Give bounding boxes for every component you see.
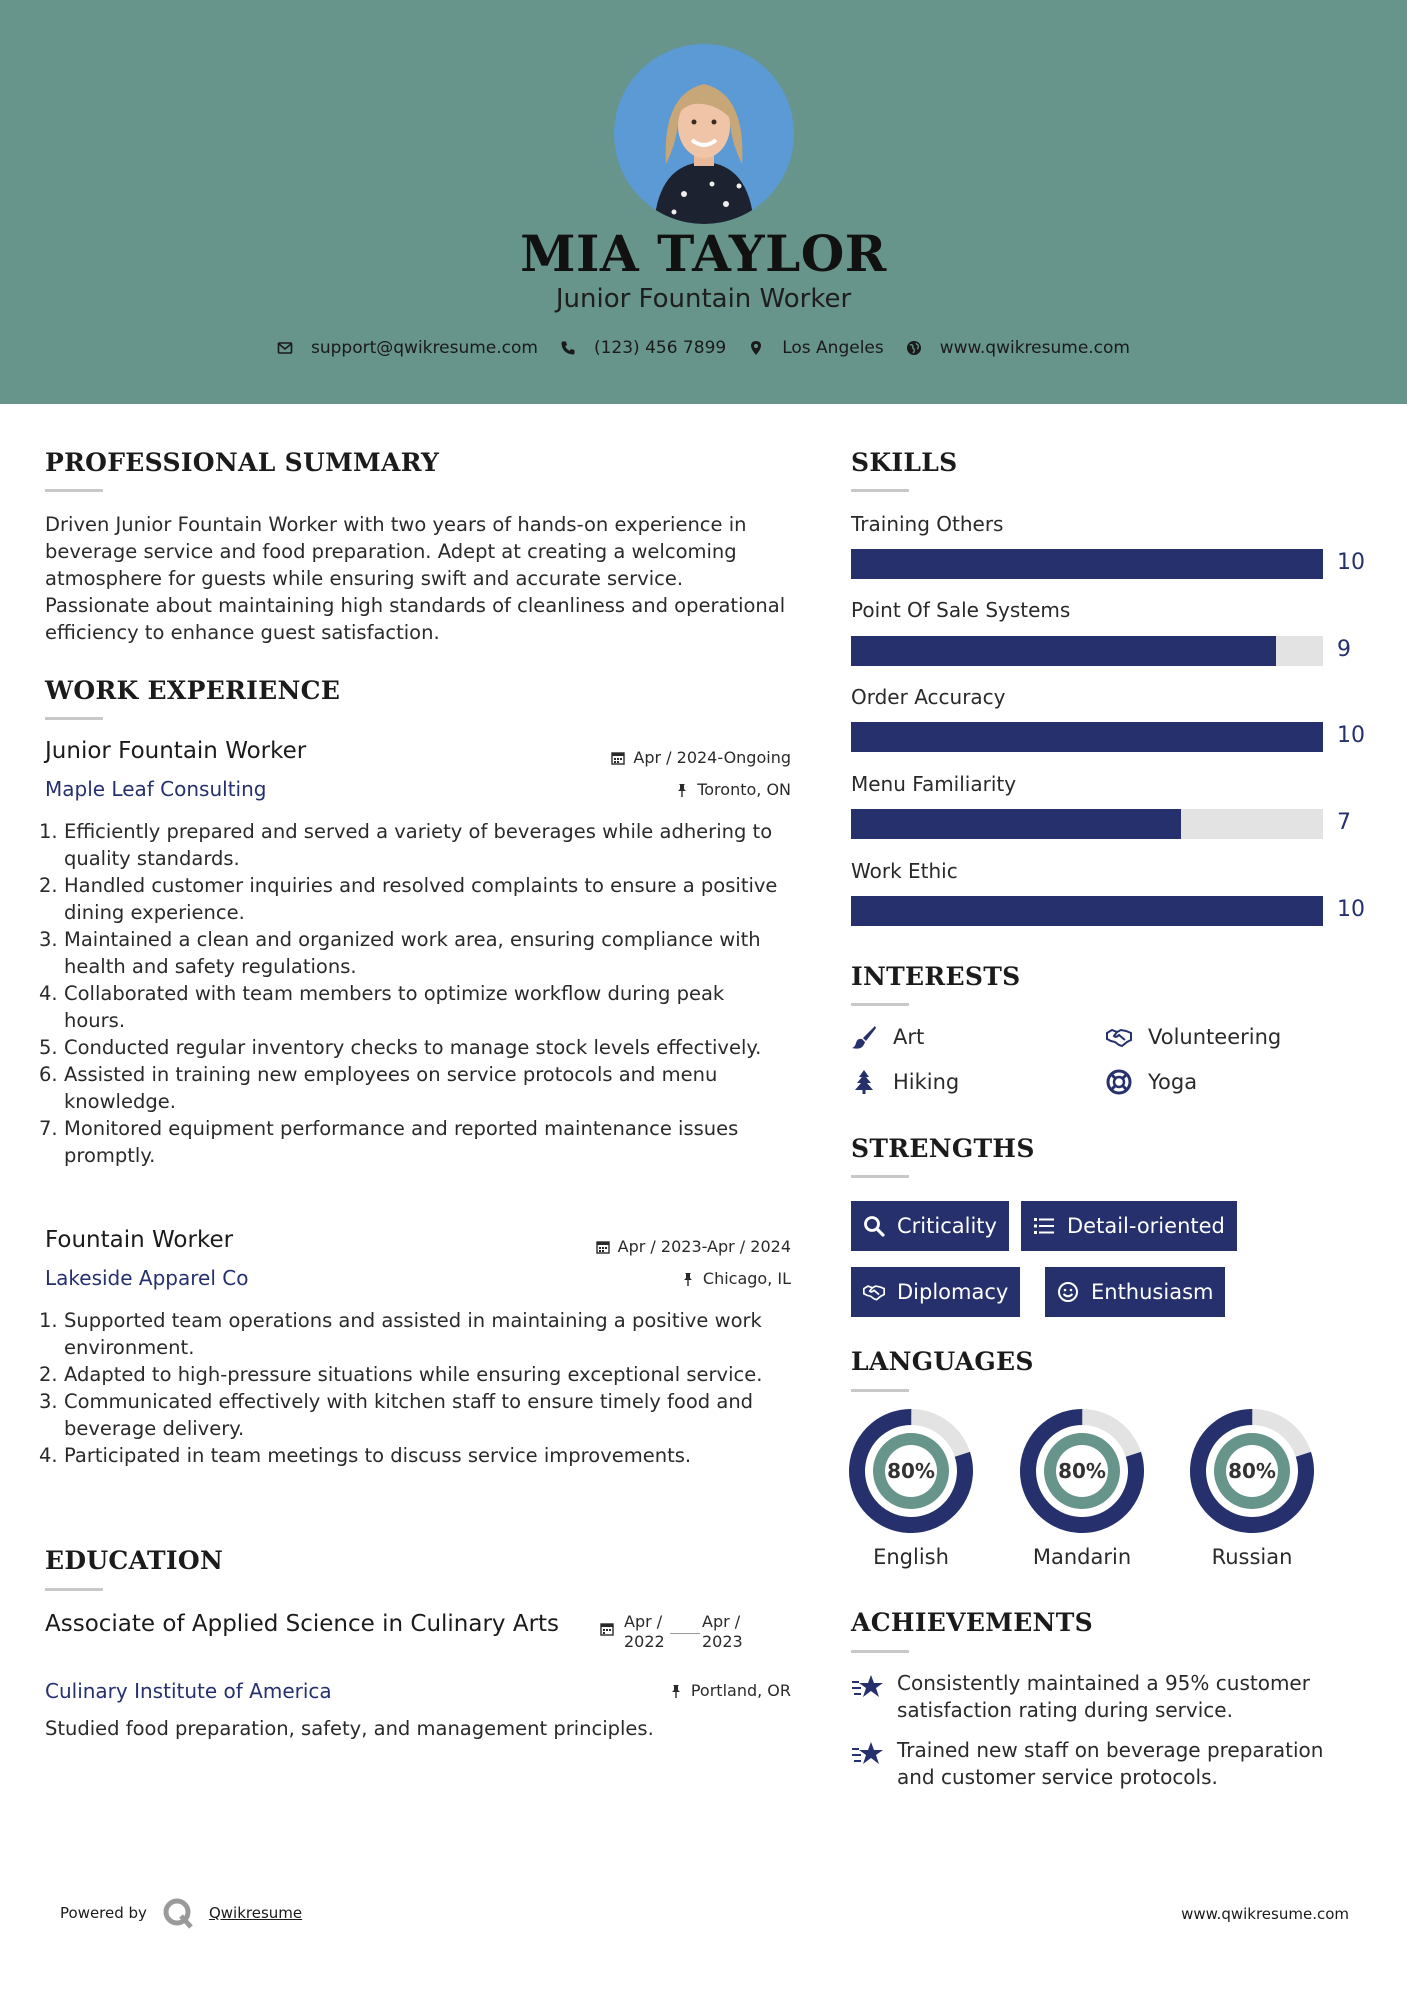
education-end: Apr / 2023 bbox=[702, 1612, 743, 1651]
phone-text: (123) 456 7899 bbox=[593, 338, 727, 358]
job-title: Junior Fountain Worker bbox=[45, 738, 307, 764]
list-item: 6. Assisted in training new employees on service protocols and menu knowledge. bbox=[39, 1063, 718, 1113]
skill-bar-fill bbox=[851, 809, 1181, 839]
language-item bbox=[1190, 1409, 1314, 1569]
skill-bar-fill bbox=[851, 549, 1323, 579]
education-dates bbox=[600, 1612, 756, 1652]
strength-tag: Criticality bbox=[851, 1201, 1009, 1251]
job-bullets bbox=[39, 818, 791, 1169]
email-text: support@qwikresume.com bbox=[311, 338, 538, 358]
list-item: 4. Participated in team meetings to discuss service improvements. bbox=[39, 1444, 692, 1467]
company-name[interactable]: Lakeside Apparel Co bbox=[45, 1266, 249, 1290]
skill-bar-fill bbox=[851, 722, 1323, 752]
phone-icon bbox=[560, 340, 576, 356]
footer-powered-by: Powered by Qwikresume bbox=[60, 1896, 302, 1930]
pushpin-icon bbox=[675, 783, 689, 797]
list-item: 1. Supported team operations and assisted in maintaining a positive work environment. bbox=[39, 1309, 762, 1359]
skill-bar-fill bbox=[851, 636, 1276, 666]
job-dates: Apr / 2023-Apr / 2024 bbox=[596, 1237, 791, 1256]
skill-level: 9 bbox=[1337, 637, 1351, 662]
job-bullets bbox=[39, 1307, 791, 1469]
achievement-item: Consistently maintained a 95% customer satisfaction rating during service. bbox=[851, 1670, 1351, 1724]
language-item bbox=[849, 1409, 973, 1569]
list-item: 3. Maintained a clean and organized work area, ensuring compliance with health and safety regulations. bbox=[39, 928, 761, 978]
language-name: English bbox=[873, 1545, 949, 1569]
skill-bar bbox=[851, 636, 1323, 666]
calendar-icon bbox=[611, 751, 625, 765]
language-percent: 80% bbox=[1228, 1459, 1276, 1483]
footer-website[interactable]: www.qwikresume.com bbox=[1181, 1905, 1349, 1923]
contact-location bbox=[748, 338, 884, 358]
calendar-icon bbox=[600, 1622, 614, 1636]
contact-website[interactable] bbox=[906, 338, 1130, 358]
strengths-heading: STRENGTHS bbox=[851, 1134, 1035, 1163]
job-location: Toronto, ON bbox=[675, 780, 791, 799]
skill-level: 10 bbox=[1337, 897, 1365, 922]
contact-bar bbox=[0, 338, 1407, 358]
skill-label: Order Accuracy bbox=[851, 685, 1006, 709]
pushpin-icon bbox=[669, 1684, 683, 1698]
skill-bar bbox=[851, 809, 1323, 839]
skills-heading: SKILLS bbox=[851, 448, 958, 477]
list-item: 4. Collaborated with team members to optimize workflow during peak hours. bbox=[39, 982, 725, 1032]
envelope-icon bbox=[277, 340, 293, 356]
handshake-icon bbox=[863, 1281, 885, 1303]
language-item bbox=[1020, 1409, 1144, 1569]
skill-level: 7 bbox=[1337, 810, 1351, 835]
website-text: www.qwikresume.com bbox=[939, 338, 1130, 358]
candidate-name: MIA TAYLOR bbox=[520, 224, 887, 283]
school-name[interactable]: Culinary Institute of America bbox=[45, 1679, 332, 1703]
list-item: 3. Communicated effectively with kitchen staff to ensure timely food and beverage delivery. bbox=[39, 1390, 754, 1440]
summary-rule bbox=[45, 489, 103, 492]
skill-label: Work Ethic bbox=[851, 859, 958, 883]
interests-heading: INTERESTS bbox=[851, 962, 1021, 991]
skill-bar bbox=[851, 896, 1323, 926]
strength-tag: Diplomacy bbox=[851, 1267, 1020, 1317]
skill-bar bbox=[851, 549, 1323, 579]
language-name: Russian bbox=[1211, 1545, 1293, 1569]
degree-title: Associate of Applied Science in Culinary Arts bbox=[45, 1611, 560, 1637]
list-item: 2. Handled customer inquiries and resolved complaints to ensure a positive dining experience. bbox=[39, 874, 778, 924]
experience-heading: WORK EXPERIENCE bbox=[45, 676, 341, 705]
skills-rule bbox=[851, 489, 909, 492]
interest-item: Volunteering bbox=[1106, 1024, 1281, 1050]
brand-link[interactable]: Qwikresume bbox=[208, 1904, 303, 1922]
interest-item: Hiking bbox=[851, 1069, 959, 1095]
pushpin-icon bbox=[681, 1272, 695, 1286]
star-medal-icon bbox=[851, 1739, 885, 1769]
list-item: 2. Adapted to high-pressure situations while ensuring exceptional service. bbox=[39, 1363, 763, 1386]
profile-photo bbox=[614, 44, 794, 224]
job-title: Fountain Worker bbox=[45, 1227, 234, 1253]
tree-icon bbox=[851, 1069, 877, 1095]
language-ring bbox=[849, 1409, 973, 1533]
job-dates: Apr / 2024-Ongoing bbox=[611, 748, 791, 767]
summary-heading: PROFESSIONAL SUMMARY bbox=[45, 448, 440, 477]
strength-tag: Detail-oriented bbox=[1021, 1201, 1237, 1251]
education-description: Studied food preparation, safety, and management principles. bbox=[45, 1717, 654, 1740]
skill-level: 10 bbox=[1337, 550, 1365, 575]
date-separator bbox=[670, 1612, 700, 1634]
languages-heading: LANGUAGES bbox=[851, 1347, 1034, 1376]
qwikresume-logo-icon bbox=[161, 1896, 195, 1930]
list-item: 1. Efficiently prepared and served a variety of beverages while adhering to quality standards. bbox=[39, 820, 773, 870]
list-icon bbox=[1033, 1215, 1055, 1237]
language-ring bbox=[1190, 1409, 1314, 1533]
lifebuoy-icon bbox=[1106, 1069, 1132, 1095]
calendar-icon bbox=[596, 1240, 610, 1254]
strength-tag: Enthusiasm bbox=[1045, 1267, 1225, 1317]
skill-bar bbox=[851, 722, 1323, 752]
skill-bar-fill bbox=[851, 896, 1323, 926]
language-percent: 80% bbox=[887, 1459, 935, 1483]
smile-icon bbox=[1057, 1281, 1079, 1303]
globe-icon bbox=[906, 340, 922, 356]
handshake-icon bbox=[1106, 1024, 1132, 1050]
strengths-rule bbox=[851, 1175, 909, 1178]
education-rule bbox=[45, 1588, 103, 1591]
education-heading: EDUCATION bbox=[45, 1546, 224, 1575]
company-name[interactable]: Maple Leaf Consulting bbox=[45, 777, 267, 801]
location-text: Los Angeles bbox=[782, 338, 884, 358]
paintbrush-icon bbox=[851, 1024, 877, 1050]
list-item: 7. Monitored equipment performance and reported maintenance issues promptly. bbox=[39, 1117, 739, 1167]
skill-label: Point Of Sale Systems bbox=[851, 598, 1071, 622]
achievements-rule bbox=[851, 1650, 909, 1653]
contact-email[interactable] bbox=[277, 338, 538, 358]
interest-item: Yoga bbox=[1106, 1069, 1197, 1095]
summary-text: Driven Junior Fountain Worker with two years of hands-on experience in beverage service and food preparation. Adept at creating a welcoming atmosphere for guests while ensuring swift and accurate service. Passionate about maintaining high standards of cleanliness and operational efficiency to enhance guest satisfaction. bbox=[45, 513, 786, 644]
skill-label: Menu Familiarity bbox=[851, 772, 1017, 796]
search-icon bbox=[863, 1215, 885, 1237]
job-location: Chicago, IL bbox=[681, 1269, 791, 1288]
interests-rule bbox=[851, 1003, 909, 1006]
header-banner bbox=[0, 0, 1407, 404]
star-medal-icon bbox=[851, 1672, 885, 1702]
contact-phone[interactable] bbox=[560, 338, 726, 358]
interest-item: Art bbox=[851, 1024, 924, 1050]
language-name: Mandarin bbox=[1032, 1545, 1132, 1569]
candidate-title: Junior Fountain Worker bbox=[555, 284, 852, 314]
skill-label: Training Others bbox=[851, 512, 1004, 536]
education-location: Portland, OR bbox=[669, 1681, 791, 1700]
language-ring bbox=[1020, 1409, 1144, 1533]
map-pin-icon bbox=[748, 340, 764, 356]
education-start: Apr / 2022 bbox=[624, 1612, 665, 1651]
list-item: 5. Conducted regular inventory checks to manage stock levels effectively. bbox=[39, 1036, 762, 1059]
achievement-item: Trained new staff on beverage preparation and customer service protocols. bbox=[851, 1737, 1351, 1791]
skill-level: 10 bbox=[1337, 723, 1365, 748]
experience-rule bbox=[45, 717, 103, 720]
achievements-heading: ACHIEVEMENTS bbox=[851, 1608, 1093, 1637]
languages-rule bbox=[851, 1389, 909, 1392]
language-percent: 80% bbox=[1058, 1459, 1106, 1483]
